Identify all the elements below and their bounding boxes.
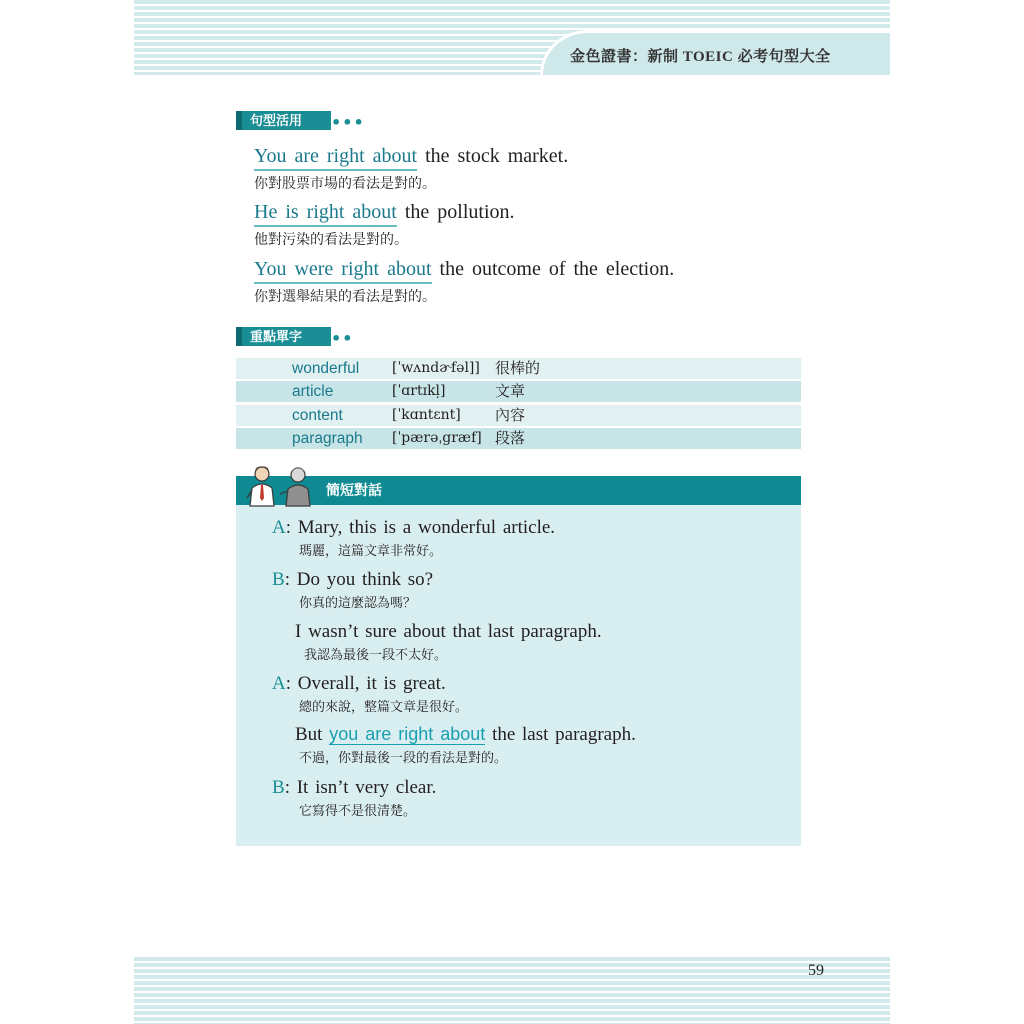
vocab-phonetic: [ˈpærəˌgræf] bbox=[392, 429, 482, 446]
dialog-line-4 bbox=[272, 672, 468, 715]
dialog-english: Overall, it is great. bbox=[297, 673, 446, 694]
person-icon bbox=[247, 466, 274, 506]
speaker-colon: : bbox=[284, 569, 290, 590]
translation: 他對污染的看法是對的。 bbox=[254, 232, 408, 248]
dialog-line-5 bbox=[295, 723, 636, 766]
dialog-english: It isn’t very clear. bbox=[296, 777, 437, 798]
section-dots: ••• bbox=[331, 113, 365, 132]
speaker-label: A bbox=[272, 517, 286, 538]
vocab-phonetic: [ˈɑrtɪkḷ] bbox=[392, 383, 446, 400]
footer-band bbox=[134, 957, 890, 1024]
sentence-rest: the outcome of the election. bbox=[439, 258, 675, 280]
vocab-word: article bbox=[292, 383, 334, 401]
key-phrase: you are right about bbox=[329, 724, 486, 744]
vocab-word: content bbox=[292, 406, 343, 424]
dialog-translation: 我認為最後一段不太好。 bbox=[304, 648, 448, 663]
dialog-line-3 bbox=[295, 620, 602, 663]
dialog-english: But bbox=[295, 724, 323, 745]
book-title: 金色證書：新制 TOEIC 必考句型大全 bbox=[570, 49, 831, 65]
dialog-header bbox=[236, 476, 801, 505]
page-number: 59 bbox=[808, 962, 824, 979]
example-sentence-2 bbox=[254, 200, 515, 249]
vocab-phonetic: [ˈkɑntɛnt] bbox=[392, 406, 461, 423]
speaker-label: B bbox=[272, 569, 285, 590]
vocab-word: wonderful bbox=[292, 360, 360, 377]
dialog-english: the last paragraph. bbox=[492, 724, 636, 745]
speaker-colon: : bbox=[284, 777, 290, 798]
dialog-line-1 bbox=[272, 516, 555, 559]
vocab-table bbox=[236, 358, 801, 451]
dialog-english: I wasn’t sure about that last paragraph. bbox=[295, 621, 602, 642]
vocab-row bbox=[236, 405, 801, 426]
speaker-label: A bbox=[272, 673, 286, 694]
translation: 你對選舉結果的看法是對的。 bbox=[254, 289, 436, 305]
key-phrase: You are right about bbox=[254, 144, 417, 171]
dialog-translation: 不過，你對最後一段的看法是對的。 bbox=[299, 751, 508, 766]
dialog-translation: 總的來說，整篇文章是很好。 bbox=[299, 700, 469, 715]
dialog-title: 簡短對話 bbox=[326, 482, 382, 498]
section-label-vocab bbox=[236, 327, 331, 346]
speaker-label: B bbox=[272, 777, 285, 798]
people-illustration bbox=[246, 460, 318, 508]
section-dots: •• bbox=[331, 329, 354, 348]
vocab-meaning: 內容 bbox=[495, 405, 526, 424]
section-label-text: 重點單字 bbox=[250, 329, 303, 344]
vocab-meaning: 段落 bbox=[495, 428, 526, 447]
dialog-line-2 bbox=[272, 568, 433, 611]
dialog-english: Do you think so? bbox=[296, 569, 434, 590]
dialog-english: Mary, this is a wonderful article. bbox=[297, 517, 556, 538]
sentence-rest: the pollution. bbox=[404, 201, 515, 223]
vocab-row bbox=[236, 428, 801, 449]
example-sentence-3 bbox=[254, 257, 674, 306]
speaker-colon: : bbox=[285, 517, 292, 538]
section-label-usage bbox=[236, 111, 331, 130]
sentence-rest: the stock market. bbox=[425, 145, 569, 167]
vocab-row bbox=[236, 358, 801, 379]
vocab-phonetic: [ˈwʌndɚfəl]] bbox=[392, 360, 480, 376]
dialog-line-6 bbox=[272, 776, 436, 819]
vocab-meaning: 文章 bbox=[495, 382, 526, 401]
key-phrase: He is right about bbox=[254, 200, 397, 227]
vocab-word: paragraph bbox=[292, 429, 363, 447]
key-phrase: You were right about bbox=[254, 257, 432, 284]
vocab-row bbox=[236, 381, 801, 402]
person-icon bbox=[280, 468, 310, 506]
dialog-translation: 你真的這麼認為嗎？ bbox=[299, 596, 417, 611]
dialog-translation: 它寫得不是很清楚。 bbox=[299, 804, 417, 819]
vocab-meaning: 很棒的 bbox=[495, 359, 541, 377]
speaker-colon: : bbox=[285, 673, 292, 694]
example-sentence-1 bbox=[254, 144, 568, 193]
section-label-text: 句型活用 bbox=[250, 113, 303, 128]
dialog-translation: 瑪麗，這篇文章非常好。 bbox=[299, 544, 443, 559]
translation: 你對股票市場的看法是對的。 bbox=[254, 176, 436, 192]
